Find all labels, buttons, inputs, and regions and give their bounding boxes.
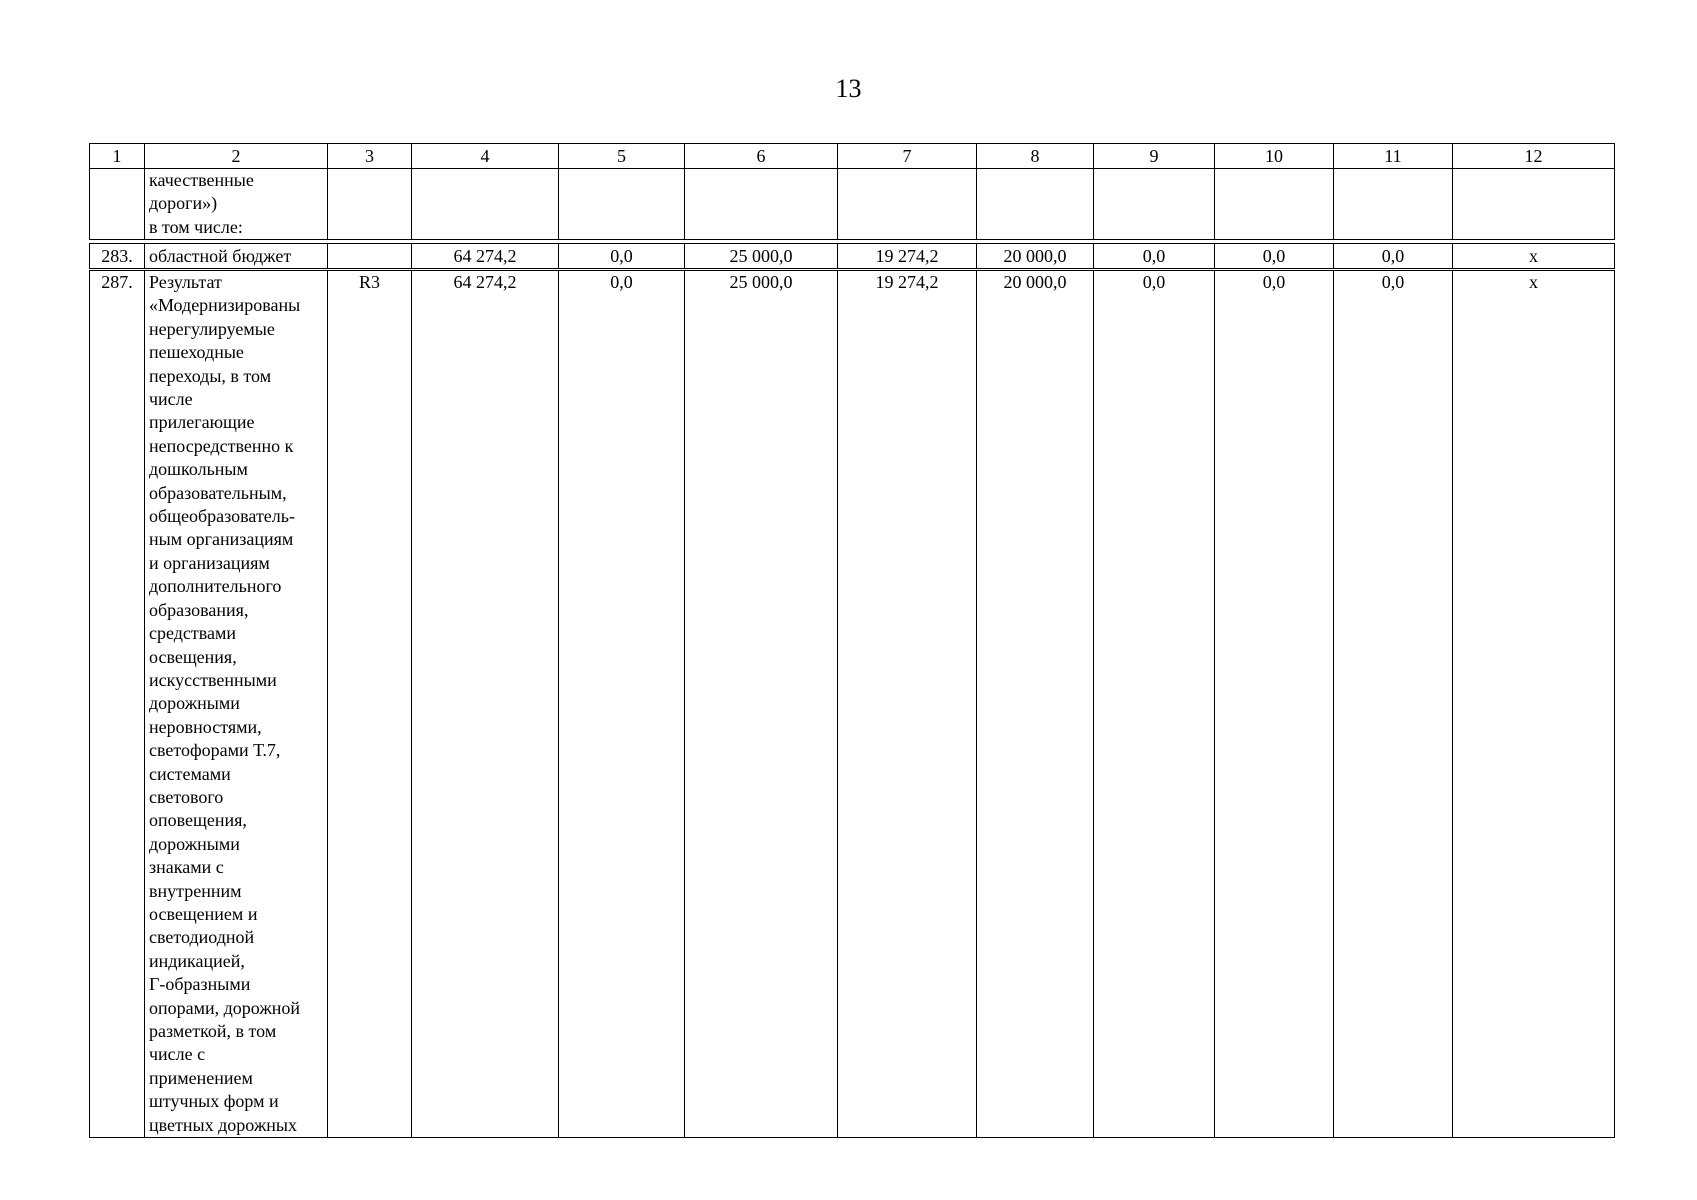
column-header-8: 8: [977, 144, 1094, 169]
row-number: 287.: [90, 271, 145, 1138]
column-header-11: 11: [1334, 144, 1453, 169]
value-col11: 0,0: [1334, 271, 1453, 1138]
row-code: [328, 244, 412, 269]
table-header: [89, 143, 1615, 169]
text-line: разметкой, в том: [149, 1021, 277, 1041]
value-col10: 0,0: [1215, 244, 1334, 269]
text-line: дополнительного: [149, 576, 282, 597]
value-col4: 64 274,2: [412, 271, 559, 1138]
value-col6: 25 000,0: [685, 244, 838, 269]
text-line: штучных форм и: [149, 1091, 279, 1112]
value-col12: x: [1453, 244, 1615, 269]
result-description: [145, 271, 328, 1138]
text-line: освещения,: [149, 646, 237, 667]
value-col10: 0,0: [1215, 271, 1334, 1138]
column-header-12: 12: [1453, 144, 1615, 169]
column-header-7: 7: [838, 144, 977, 169]
text-line: цветных дорожных: [149, 1114, 297, 1135]
column-header-9: 9: [1094, 144, 1215, 169]
cell-empty: [1453, 169, 1615, 240]
column-header-6: 6: [685, 144, 838, 169]
text-line: применением: [149, 1067, 253, 1088]
cell-empty: [559, 169, 685, 240]
table-row: [90, 271, 1615, 1138]
text-line: нерегулируемые: [149, 318, 275, 339]
text-line: ным организациям: [149, 529, 294, 550]
text-line: дошкольным: [149, 459, 248, 480]
text-line: числе с: [149, 1044, 206, 1065]
text-line: средствами: [149, 623, 237, 644]
text-line: числе: [149, 389, 193, 410]
value-col4: 64 274,2: [412, 244, 559, 269]
text-line: индикацией,: [149, 950, 245, 971]
value-col7: 19 274,2: [838, 244, 977, 269]
text-line: неровностями,: [149, 716, 262, 737]
column-header-4: 4: [412, 144, 559, 169]
cell-empty: [685, 169, 838, 240]
cell-empty: [1215, 169, 1334, 240]
value-col7: 19 274,2: [838, 271, 977, 1138]
text-line: искусственными: [149, 669, 277, 690]
text-line: дорожными: [149, 693, 240, 714]
text-line: светового: [149, 786, 224, 807]
page-number: 13: [835, 74, 862, 103]
column-header-5: 5: [559, 144, 685, 169]
text-line: дорожными: [149, 833, 240, 854]
row-name: областной бюджет: [145, 244, 328, 269]
column-header-1: 1: [90, 144, 145, 169]
text-line: в том числе:: [149, 216, 243, 237]
text-line: светофорами Т.7,: [149, 740, 281, 761]
value-col6: 25 000,0: [685, 271, 838, 1138]
value-col11: 0,0: [1334, 244, 1453, 269]
row-number: 283.: [90, 244, 145, 269]
cell-empty: [977, 169, 1094, 240]
value-col5: 0,0: [559, 271, 685, 1138]
text-line: переходы, в том: [149, 365, 272, 386]
text-line: Результат: [149, 272, 222, 292]
value-col8: 20 000,0: [977, 244, 1094, 269]
cell-empty: [90, 169, 145, 240]
cell-empty: [838, 169, 977, 240]
text-line: общеобразователь-: [149, 506, 295, 527]
value-col5: 0,0: [559, 244, 685, 269]
row-code: R3: [328, 271, 412, 1138]
table-row: [90, 169, 1615, 240]
text-line: Г-образными: [149, 974, 251, 995]
table-continuation: [89, 168, 1615, 240]
text-line: «Модернизированы: [149, 295, 301, 316]
text-line: светодиодной: [149, 927, 255, 948]
column-header-3: 3: [328, 144, 412, 169]
text-line: непосредственно к: [149, 435, 294, 456]
value-col12: x: [1453, 271, 1615, 1138]
cell-empty: [328, 169, 412, 240]
text-line: образовательным,: [149, 482, 287, 503]
cell-empty: [1334, 169, 1453, 240]
table-regional-budget: [89, 243, 1615, 269]
text-line: опорами, дорожной: [149, 997, 301, 1018]
text-line: освещением и: [149, 903, 258, 924]
continuation-text: [145, 169, 328, 240]
cell-empty: [1094, 169, 1215, 240]
value-col9: 0,0: [1094, 271, 1215, 1138]
text-line: знаками с: [149, 857, 224, 878]
table-row: [90, 244, 1615, 269]
text-line: качественные: [149, 170, 254, 190]
column-header-2: 2: [145, 144, 328, 169]
text-line: дороги»): [149, 193, 218, 214]
value-col8: 20 000,0: [977, 271, 1094, 1138]
column-number-row: [90, 144, 1615, 169]
text-line: системами: [149, 763, 231, 784]
text-line: пешеходные: [149, 342, 244, 363]
text-line: и организациям: [149, 552, 270, 573]
text-line: прилегающие: [149, 412, 255, 433]
text-line: образования,: [149, 599, 249, 620]
text-line: внутренним: [149, 880, 242, 901]
column-header-10: 10: [1215, 144, 1334, 169]
value-col9: 0,0: [1094, 244, 1215, 269]
cell-empty: [412, 169, 559, 240]
text-line: оповещения,: [149, 810, 247, 831]
table-result: [89, 270, 1615, 1138]
